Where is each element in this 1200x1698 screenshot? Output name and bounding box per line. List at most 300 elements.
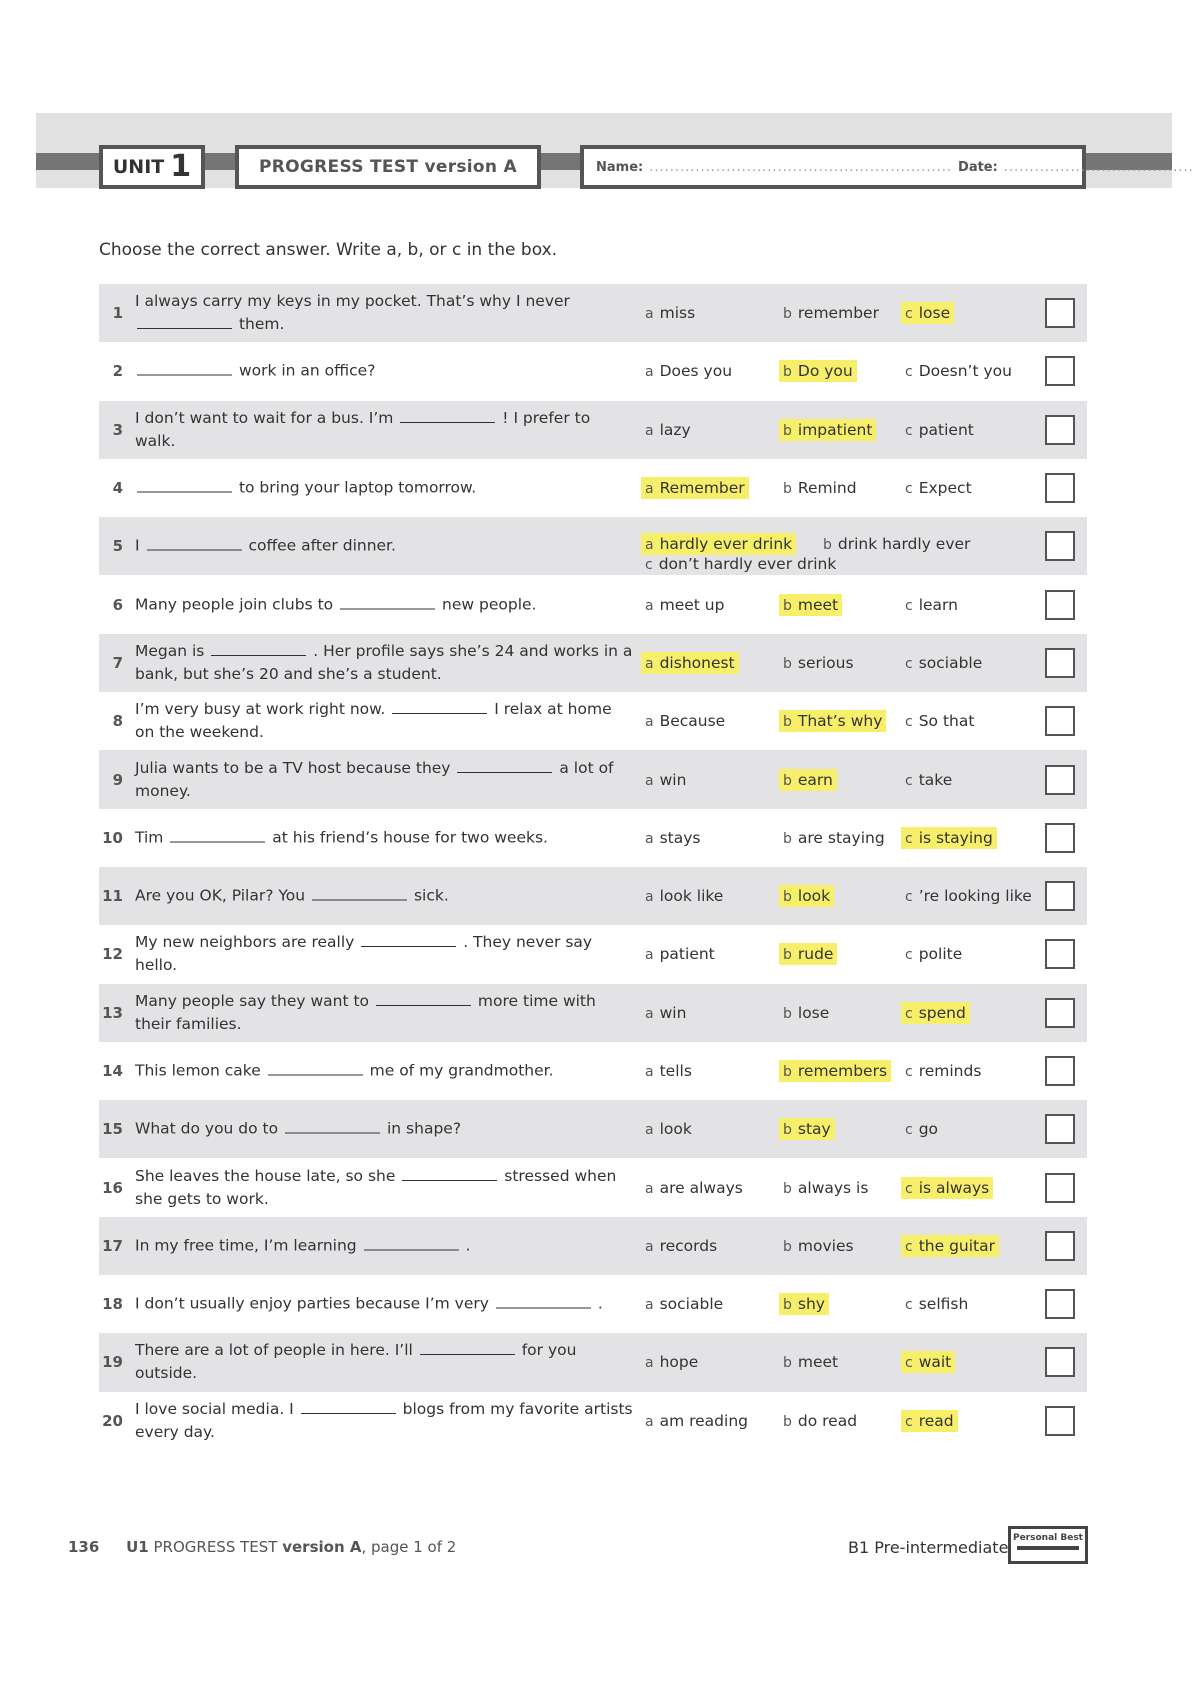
option-text: learn: [918, 595, 958, 614]
option-letter: c: [905, 830, 913, 847]
answer-blank: [340, 607, 435, 609]
question-row: [99, 1158, 1087, 1216]
option-b: [819, 533, 974, 555]
option-text: look: [659, 1120, 692, 1139]
answer-box[interactable]: [1045, 1114, 1075, 1144]
option-text: impatient: [797, 420, 873, 439]
answer-box[interactable]: [1045, 706, 1075, 736]
answer-box[interactable]: [1045, 998, 1075, 1028]
option-a: [641, 710, 729, 732]
option-a: [641, 594, 728, 616]
option-text: lose: [797, 1003, 830, 1022]
option-b: [779, 477, 861, 499]
option-letter: c: [905, 1355, 913, 1372]
option-letter: b: [783, 422, 792, 439]
question-text-start: This lemon cake: [135, 1061, 261, 1080]
option-letter: c: [905, 481, 913, 498]
option-letter: b: [783, 1005, 792, 1022]
question-row: [99, 517, 1087, 575]
answer-blank: [364, 1248, 459, 1250]
option-text: So that: [918, 712, 975, 731]
option-text: serious: [797, 653, 854, 672]
question-text-start: Many people join clubs to: [135, 595, 334, 614]
option-letter: c: [905, 1064, 913, 1080]
answer-box[interactable]: [1045, 415, 1075, 445]
question-text: [135, 826, 635, 849]
question-text-end: . Her profile says she’s 24 and works in a bank, but she’s 20 and she’s a student.: [135, 641, 633, 683]
answer-box[interactable]: [1045, 473, 1075, 503]
question-list: [99, 284, 1087, 1450]
question-text: [135, 1165, 635, 1211]
option-letter: c: [645, 557, 653, 574]
question-text: [135, 640, 635, 686]
question-text: [135, 535, 635, 558]
answer-blank: [496, 1307, 591, 1309]
question-row: [99, 984, 1087, 1042]
answer-blank: [400, 421, 495, 423]
answer-blank: [312, 899, 407, 901]
question-number: 1: [112, 304, 123, 323]
answer-blank: [137, 374, 232, 376]
question-text-start: In my free time, I’m learning: [135, 1236, 357, 1255]
answer-box[interactable]: [1045, 765, 1075, 795]
instructions: Choose the correct answer. Write a, b, or c in the box.: [99, 240, 558, 260]
option-letter: c: [905, 597, 913, 614]
option-letter: a: [645, 1180, 654, 1197]
option-letter: a: [645, 481, 654, 498]
option-text: That’s why: [797, 712, 883, 731]
unit-label: UNIT: [112, 156, 165, 178]
option-c: [901, 419, 978, 441]
question-text-end: stressed when she gets to work.: [135, 1166, 617, 1208]
option-c: [901, 1060, 985, 1082]
option-text: Because: [659, 712, 726, 731]
option-letter: c: [905, 714, 913, 731]
option-a: [641, 1177, 747, 1199]
option-b: [779, 419, 876, 441]
option-text: remember: [797, 304, 879, 323]
answer-blank: [301, 1412, 396, 1414]
option-c: [901, 943, 966, 965]
option-a: [641, 1410, 752, 1432]
option-letter: a: [645, 1122, 654, 1139]
option-a: [641, 1060, 696, 1082]
unit-number: 1: [170, 149, 192, 184]
question-row: [99, 1333, 1087, 1391]
question-row: [99, 1392, 1087, 1450]
question-text-start: Megan is: [135, 641, 205, 660]
question-row: [99, 401, 1087, 459]
question-row: [99, 1100, 1087, 1158]
question-text-start: I: [135, 536, 140, 555]
option-letter: a: [645, 655, 654, 672]
option-text: shy: [797, 1295, 825, 1314]
option-text: hope: [659, 1353, 699, 1372]
question-row: [99, 1217, 1087, 1275]
question-text-end: me of my grandmother.: [369, 1061, 554, 1080]
question-number: 2: [112, 362, 123, 381]
option-text: stays: [659, 828, 701, 847]
option-text: spend: [918, 1003, 966, 1022]
question-text-start: I’m very busy at work right now.: [135, 700, 386, 719]
option-c: [901, 1351, 955, 1373]
question-number: 13: [102, 1003, 123, 1022]
option-letter: c: [905, 947, 913, 964]
question-text-end: them.: [238, 315, 285, 334]
question-text-end: .: [597, 1294, 603, 1313]
option-a: [641, 533, 796, 555]
answer-blank: [211, 654, 306, 656]
question-number: 11: [102, 887, 123, 906]
question-text-end: .: [465, 1236, 471, 1255]
option-a: [641, 1002, 690, 1024]
option-letter: b: [783, 364, 792, 381]
logo-bar: [1017, 1546, 1079, 1550]
question-text-end: more time with their families.: [135, 991, 596, 1033]
page-number: 136: [68, 1538, 100, 1556]
option-letter: b: [783, 597, 792, 614]
option-c: [901, 827, 997, 849]
option-letter: c: [905, 306, 913, 323]
option-text: miss: [659, 304, 696, 323]
footer-title: PROGRESS TEST: [153, 1538, 278, 1556]
option-text: am reading: [659, 1411, 748, 1430]
answer-box[interactable]: [1045, 823, 1075, 853]
answer-box[interactable]: [1045, 1173, 1075, 1203]
answer-box[interactable]: [1045, 1231, 1075, 1261]
question-text: [135, 360, 635, 383]
option-a: [641, 477, 749, 499]
option-text: go: [918, 1120, 939, 1139]
answer-box[interactable]: [1045, 298, 1075, 328]
question-text: [135, 757, 635, 803]
option-c: [901, 360, 1016, 382]
option-text: stay: [797, 1120, 831, 1139]
question-text-end: in shape?: [387, 1119, 462, 1138]
question-text: [135, 1398, 635, 1444]
name-field[interactable]: ...........................................................: [649, 159, 953, 175]
option-text: win: [659, 770, 687, 789]
question-text-end: coffee after dinner.: [248, 536, 396, 555]
option-b: [779, 360, 857, 382]
footer-version: version A: [282, 1538, 362, 1556]
option-c: [901, 302, 954, 324]
question-text: [135, 698, 635, 744]
option-text: drink hardly ever: [837, 535, 971, 554]
question-number: 9: [112, 770, 123, 789]
question-text-start: My new neighbors are really: [135, 933, 355, 952]
question-text-start: I don’t want to wait for a bus. I’m: [135, 408, 394, 427]
option-b: [779, 1235, 858, 1257]
option-letter: b: [783, 889, 792, 906]
question-number: 16: [102, 1178, 123, 1197]
option-a: [641, 885, 727, 907]
question-text: [135, 593, 635, 616]
option-letter: b: [783, 1180, 792, 1197]
option-letter: c: [905, 1297, 913, 1314]
option-b: [779, 302, 883, 324]
option-letter: b: [783, 830, 792, 847]
question-text-start: Are you OK, Pilar? You: [135, 886, 306, 905]
option-a: [641, 1351, 702, 1373]
answer-box[interactable]: [1045, 1289, 1075, 1319]
option-b: [779, 1002, 833, 1024]
option-letter: a: [645, 947, 654, 964]
question-text-start: I love social media. I: [135, 1399, 294, 1418]
option-text: records: [659, 1236, 718, 1255]
question-row: [99, 925, 1087, 983]
question-row: [99, 809, 1087, 867]
option-text: remembers: [797, 1062, 888, 1080]
question-text-end: blogs from my favorite artists every day.: [135, 1399, 633, 1441]
option-text: selfish: [918, 1295, 969, 1314]
option-text: lazy: [659, 420, 691, 439]
question-row: [99, 634, 1087, 692]
option-letter: b: [783, 947, 792, 964]
option-text: earn: [797, 770, 833, 789]
question-text: [135, 1293, 635, 1316]
answer-box[interactable]: [1045, 881, 1075, 911]
option-letter: a: [645, 597, 654, 614]
question-number: 6: [112, 595, 123, 614]
answer-blank: [137, 491, 232, 493]
question-number: 14: [102, 1062, 123, 1080]
name-date-box[interactable]: [580, 145, 1194, 189]
question-text: [135, 885, 635, 908]
option-b: [779, 1060, 891, 1082]
option-text: sociable: [918, 653, 983, 672]
question-text-end: ! I prefer to walk.: [135, 408, 591, 450]
option-letter: a: [645, 1413, 654, 1430]
question-text-start: I always carry my keys in my pocket. That’s why I never: [135, 292, 570, 311]
question-row: [99, 342, 1087, 400]
option-letter: a: [645, 364, 654, 381]
answer-box[interactable]: [1045, 1347, 1075, 1377]
option-text: is staying: [918, 828, 993, 847]
date-label: Date:: [958, 159, 998, 175]
option-c: [901, 885, 1036, 907]
question-number: 12: [102, 945, 123, 964]
answer-box[interactable]: [1045, 531, 1075, 561]
option-a: [641, 1118, 696, 1140]
question-row: [99, 750, 1087, 808]
question-number: 4: [112, 479, 123, 498]
option-letter: c: [905, 422, 913, 439]
question-text: [135, 290, 635, 336]
option-letter: a: [645, 1238, 654, 1255]
option-letter: a: [645, 889, 654, 906]
option-text: meet: [797, 1353, 839, 1372]
option-letter: c: [905, 889, 913, 906]
option-letter: c: [905, 1238, 913, 1255]
option-letter: b: [783, 714, 792, 731]
question-number: 15: [102, 1120, 123, 1139]
question-row: [99, 692, 1087, 750]
option-text: polite: [918, 945, 963, 964]
option-b: [779, 594, 842, 616]
answer-blank: [285, 1132, 380, 1134]
footer-page-info: , page 1 of 2: [361, 1538, 457, 1556]
option-text: are staying: [797, 828, 885, 847]
name-label: Name:: [596, 159, 644, 175]
option-c: [901, 594, 962, 616]
option-text: sociable: [659, 1295, 724, 1314]
option-text: meet up: [659, 595, 725, 614]
option-a: [641, 943, 719, 965]
option-text: Remember: [659, 479, 745, 498]
question-text-end: . They never say hello.: [135, 933, 593, 975]
question-text-end: sick.: [413, 886, 449, 905]
question-row: [99, 459, 1087, 517]
option-letter: a: [645, 1064, 654, 1080]
question-row: [99, 867, 1087, 925]
option-text: take: [918, 770, 953, 789]
answer-box[interactable]: [1045, 648, 1075, 678]
option-text: Remind: [797, 479, 857, 498]
question-text: [135, 1339, 635, 1385]
test-title: PROGRESS TEST version A: [259, 157, 517, 177]
option-b: [779, 1118, 835, 1140]
question-number: 10: [102, 828, 123, 847]
question-text: [135, 1234, 635, 1257]
option-b: [779, 827, 889, 849]
unit-label-box: [99, 145, 205, 189]
option-a: [641, 652, 739, 674]
test-title-box: [235, 145, 541, 189]
question-text: [135, 1060, 635, 1083]
option-text: lose: [918, 304, 951, 323]
question-text: [135, 1118, 635, 1141]
option-letter: b: [783, 1413, 792, 1430]
option-a: [641, 1293, 727, 1315]
question-number: 18: [102, 1295, 123, 1314]
option-text: dishonest: [659, 653, 735, 672]
option-text: hardly ever drink: [659, 535, 793, 554]
option-letter: c: [905, 1413, 913, 1430]
option-b: [779, 1177, 872, 1199]
option-c: [901, 477, 976, 499]
option-c: [901, 1293, 972, 1315]
question-number: 8: [112, 712, 123, 731]
option-text: patient: [659, 945, 715, 964]
option-letter: b: [823, 537, 832, 554]
answer-box[interactable]: [1045, 1406, 1075, 1436]
answer-box[interactable]: [1045, 356, 1075, 386]
option-text: wait: [918, 1353, 952, 1372]
question-row: [99, 575, 1087, 633]
question-text-start: What do you do to: [135, 1119, 279, 1138]
option-text: Does you: [659, 362, 733, 381]
option-a: [641, 302, 699, 324]
option-letter: c: [905, 1122, 913, 1139]
option-text: don’t hardly ever drink: [658, 555, 837, 574]
question-text-end: a lot of money.: [135, 758, 614, 800]
option-c: [901, 652, 986, 674]
option-letter: a: [645, 1355, 654, 1372]
answer-blank: [392, 712, 487, 714]
option-text: rude: [797, 945, 834, 964]
answer-blank: [457, 771, 552, 773]
logo-text: Personal Best: [1012, 1533, 1083, 1543]
date-field[interactable]: .....................................: [1003, 159, 1194, 175]
option-text: the guitar: [918, 1236, 995, 1255]
footer-unit-code: U1: [126, 1538, 149, 1556]
answer-blank: [170, 840, 265, 842]
option-text: do read: [797, 1411, 858, 1430]
option-letter: b: [783, 772, 792, 789]
option-letter: a: [645, 537, 654, 554]
option-c: [901, 1410, 958, 1432]
question-text: [135, 407, 635, 453]
question-row: [99, 1275, 1087, 1333]
option-text: look like: [659, 887, 724, 906]
question-text-start: I don’t usually enjoy parties because I’m very: [135, 1294, 489, 1313]
option-b: [779, 1351, 842, 1373]
question-text-start: Tim: [135, 828, 164, 847]
level-label: B1 Pre-intermediate: [848, 1538, 1009, 1557]
option-a: [641, 827, 705, 849]
option-a: [641, 1235, 721, 1257]
option-b: [779, 652, 858, 674]
answer-box[interactable]: [1045, 1056, 1075, 1086]
option-letter: c: [905, 1005, 913, 1022]
option-text: Do you: [797, 362, 853, 381]
option-c: [901, 1118, 942, 1140]
option-letter: a: [645, 830, 654, 847]
option-letter: b: [783, 655, 792, 672]
option-c: [901, 1235, 999, 1257]
option-letter: c: [905, 772, 913, 789]
question-text: [135, 931, 635, 977]
option-text: movies: [797, 1236, 854, 1255]
question-number: 7: [112, 653, 123, 672]
answer-box[interactable]: [1045, 590, 1075, 620]
question-text-end: for you outside.: [135, 1341, 577, 1383]
option-text: reminds: [918, 1062, 982, 1080]
option-letter: b: [783, 1355, 792, 1372]
option-b: [779, 710, 886, 732]
answer-blank: [376, 1004, 471, 1006]
option-letter: a: [645, 714, 654, 731]
option-c: [901, 710, 978, 732]
option-letter: c: [905, 655, 913, 672]
option-b: [779, 943, 837, 965]
option-b: [779, 769, 837, 791]
question-text-end: I relax at home on the weekend.: [135, 700, 612, 742]
option-letter: b: [783, 481, 792, 498]
option-b: [779, 1293, 829, 1315]
option-letter: b: [783, 1064, 792, 1080]
option-b: [779, 885, 834, 907]
answer-blank: [147, 549, 242, 551]
option-letter: a: [645, 306, 654, 323]
option-letter: c: [905, 1180, 913, 1197]
answer-blank: [420, 1353, 515, 1355]
option-text: patient: [918, 420, 974, 439]
question-text: [135, 990, 635, 1036]
option-letter: a: [645, 422, 654, 439]
option-letter: a: [645, 1005, 654, 1022]
answer-box[interactable]: [1045, 939, 1075, 969]
option-a: [641, 360, 736, 382]
option-text: ’re looking like: [918, 887, 1032, 906]
question-row: [99, 284, 1087, 342]
question-text-start: There are a lot of people in here. I’ll: [135, 1341, 413, 1360]
question-text-end: to bring your laptop tomorrow.: [238, 478, 477, 497]
option-text: meet: [797, 595, 839, 614]
option-letter: b: [783, 306, 792, 323]
option-text: is always: [918, 1178, 990, 1197]
